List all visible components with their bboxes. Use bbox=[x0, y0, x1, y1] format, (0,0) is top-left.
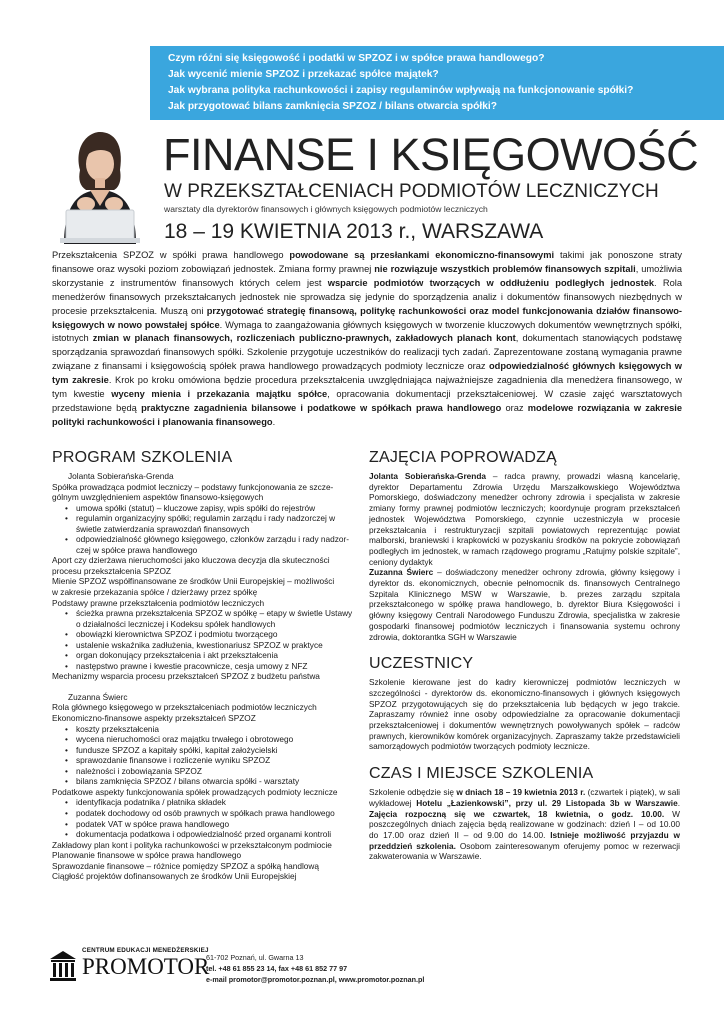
program-topic: Podstawy prawne przekształcenia podmiotów leczniczych bbox=[52, 597, 265, 608]
program-bullet: • obowiązki kierownictwa SPZOZ i podmiotu tworzącego bbox=[52, 629, 362, 640]
program-topic: procesu przekształcenia SPZOZ bbox=[52, 565, 171, 576]
program-bullet: • regulamin organizacyjny spółki; regulamin zarządu i rady nadzorczej w bbox=[52, 513, 362, 524]
program-bullet: • następstwo prawne i kwestie pracownicze, cesja umowy z NFZ bbox=[52, 661, 362, 672]
event-audience-note: warsztaty dla dyrektorów finansowych i głównych księgowych podmiotów leczniczych bbox=[164, 204, 488, 214]
footer-phone: tel. +48 61 855 23 14, fax +48 61 852 77 97 bbox=[206, 964, 348, 973]
program-heading: PROGRAM SZKOLENIA bbox=[52, 449, 233, 466]
body-text: Przekształcenia SPZOZ w spółki prawa handlowego bbox=[52, 250, 290, 260]
emphasis-text: Istnieje możliwość przyjazdu w przeddzień szkolenia. bbox=[369, 829, 680, 851]
program-topic: Spółka prowadząca podmiot leczniczy – podstawy funkcjonowania ze szcze- bbox=[52, 481, 334, 492]
spacer bbox=[52, 682, 362, 692]
program-topic: Aport czy dzierżawa nieruchomości jako kluczowa decyzja dla skuteczności bbox=[52, 555, 330, 566]
body-text: , opracowania dokumentacji przekształceniowej. W czasie zajęć warsztatowych przedstawione będą bbox=[52, 389, 682, 413]
program-topic: Ekonomiczno-finansowe aspekty przekształceń SPZOZ bbox=[52, 713, 256, 724]
event-date-location: 18 – 19 KWIETNIA 2013 r., WARSZAWA bbox=[164, 220, 544, 243]
body-text: (czwartek i piątek), w sali wykładowej bbox=[369, 787, 681, 808]
footer-email: e-mail promotor@promotor.poznan.pl, www.promotor.poznan.pl bbox=[206, 975, 425, 984]
program-bullet: • odpowiedzialność głównego księgowego, członków zarządu i rady nadzor- bbox=[52, 534, 362, 545]
program-topic: w zakresie przekazania spółce / dzierżawy przez spółkę bbox=[52, 587, 258, 598]
emphasis-text: praktyczne zagadnienia bilansowe i podatkowe w spółkach prawa handlowego bbox=[141, 402, 502, 413]
banner-question: Czym różni się księgowość i podatki w SPZOZ i w spółce prawa handlowego? bbox=[168, 53, 545, 64]
trainers-heading: ZAJĘCIA POPROWADZĄ bbox=[369, 449, 557, 466]
program-bullet: • organ dokonujący przekształcenia i akt przekształcenia bbox=[52, 650, 362, 661]
emphasis-text: Zajęcia rozpoczną się we czwartek, 18 kwietnia, o godz. 10.00. bbox=[369, 808, 665, 819]
emphasis-text: odpowiedzialność głównych księgowych w tym zakresie bbox=[52, 361, 683, 386]
program-column bbox=[52, 448, 362, 882]
logo-name: PROMOTOR bbox=[82, 954, 210, 979]
body-text: W poszczególnych dniach zajęcia będą realizowane w godzinach: dzień I – od 10.00 do 17.00 oraz dzień II – od 9.00 do 14.00. bbox=[369, 808, 681, 840]
program-bullet: • umowa spółki (statut) – kluczowe zapisy, wpis spółki do rejestrów bbox=[52, 503, 362, 514]
trainer-description: – radca prawny, prowadzi własną kancelarię, dyrektor Departamentu Zdrowia Urzędu Marszałkowskiego Województwa Pomorskiego, doświadczony menedżer ochrony zdrowia i specjalista w zakresie zmiany formy prawnej podmiotów leczniczych; koordynuje program przekształceń jednostek Województwa Pomorskiego, czynnie uczestniczyła w procesie przekształcania i restrukturyzacji szpitali powiatowych reprezentując powiat malborski, braniewski i krapkowicki w pozyskaniu środków na pokrycie zobowiązań podległych im jednostek, w ramach rządowego programu „Ratujmy polskie szpitale”, ceniony dydaktyk bbox=[369, 471, 680, 567]
program-topic: Ciągłość projektów dofinansowanych ze środków Unii Europejskiej bbox=[52, 871, 297, 882]
emphasis-text: zmian w planach finansowych, rozliczeniach publiczno-prawnych, zakładowych planach kont bbox=[92, 333, 516, 344]
footer-contact bbox=[206, 952, 424, 985]
body-text: Osobom zainteresowanym oferujemy pomoc w rezerwacji zakwaterowania w Warszawie. bbox=[369, 840, 680, 862]
program-bullet-cont: świetle zatwierdzania sprawozdań finansowych bbox=[76, 523, 250, 534]
banner-question: Jak wycenić mienie SPZOZ i przekazać spółce majątek? bbox=[168, 69, 439, 80]
program-topic: Mienie SPZOZ współfinansowane ze środków Unii Europejskiej – możliwości bbox=[52, 576, 335, 587]
program-bullet: • dokumentacja podatkowa i odpowiedzialność przed organami kontroli bbox=[52, 829, 362, 840]
banner-question: Jak przygotować bilans zamknięcia SPZOZ / bilans otwarcia spółki? bbox=[168, 101, 497, 112]
trainer-description: – doświadczony menedżer ochrony zdrowia, główny księgowy i dyrektor ds. ekonomicznych, obecnie pełnomocnik ds. finansowych Centralnego Szpitala Klinicznego MSW w Warszawie, b. prezes zarządu szpitala przekształconego w spółkę prawa handlowego, b. dyrektor Biura Księgowości i główny księgowy Centrali Narodowego Funduszu Zdrowia, specjalistka w zakresie gospodarki finansowej podmiotów leczniczych i finansowania systemu ochrony zdrowia, doktorantka SGH w Warszawie bbox=[369, 567, 680, 642]
building-icon bbox=[48, 949, 78, 983]
footer-address: 61-702 Poznań, ul. Gwarna 13 bbox=[206, 953, 304, 962]
program-bullet: • wycena nieruchomości oraz majątku trwałego i obrotowego bbox=[52, 734, 362, 745]
emphasis-text: nie rozwiązuje wszystkich problemów finansowych szpitali bbox=[374, 263, 636, 274]
body-text: Szkolenie odbędzie się bbox=[369, 787, 457, 798]
banner-question: Jak wybrana polityka rachunkowości i zapisy regulaminów wpływają na funkcjonowanie spółki? bbox=[168, 85, 634, 96]
program-topic: Zakładowy plan kont i polityka rachunkowości w przekształconym podmiocie bbox=[52, 839, 332, 850]
program-bullet: • koszty przekształcenia bbox=[52, 724, 362, 735]
body-text: . bbox=[272, 416, 276, 427]
venue-section bbox=[369, 764, 680, 862]
program-bullet: • ścieżka prawna przekształcenia SPZOZ w spółkę – etapy w świetle Ustawy bbox=[52, 608, 362, 619]
participants-heading: UCZESTNICY bbox=[369, 655, 474, 673]
logo-tagline: CENTRUM EDUKACJI MENEDŻERSKIEJ bbox=[82, 947, 209, 954]
trainer-name: Jolanta Sobierańska-Grenda bbox=[68, 471, 174, 481]
program-bullet: • bilans zamknięcia SPZOZ / bilans otwarcia spółki - warsztaty bbox=[52, 776, 362, 787]
emphasis-text: wsparcie podmiotów tworzących w oddłużeniu podległych jednostek bbox=[327, 277, 655, 288]
trainer-name: Zuzanna Świerc bbox=[68, 691, 128, 702]
emphasis-text: modelowe rozwiązania w zakresie polityki rachunkowości i planowania finansowego bbox=[52, 402, 682, 427]
program-list bbox=[52, 471, 362, 882]
program-bullet-cont: czej w spółce prawa handlowego bbox=[76, 544, 198, 555]
trainer-bio bbox=[369, 471, 680, 567]
program-bullet: • należności i zobowiązania SPZOZ bbox=[52, 766, 362, 777]
participants-text: Szkolenie kierowane jest do kadry kierowniczej podmiotów leczniczych w szczególności - dyrektorów ds. ekonomiczno-finansowych i głównych księgowych SPZOZ przygotowujących się do przekształcenia lub będących w jego trakcie. Zapraszamy również inne osoby odpowiedzialne za opracowanie dokumentacji przekształceniowej i dokumentów wewnętrznych powoływanych spółek – radców prawnych, kierowników komórek organizacyjnych. Zapraszamy także przedstawicieli samorządowych podmiotów tworzących podmioty lecznicze. bbox=[369, 677, 680, 752]
presenter-photo bbox=[56, 126, 140, 244]
body-text: . Wymaga to zaangażowania głównych księgowych w tworzenie kluczowych dokumentów wewnętrznych spółki, istotnych bbox=[52, 319, 682, 344]
body-text: . Krok po kroku omówiona będzie procedura przekształcenia uwzględniająca najważniejsze zagadnienia dla menedżera finansowego, w tym kwestie bbox=[52, 375, 682, 400]
trainers-text bbox=[369, 471, 680, 642]
program-bullet: • ustalenie wskaźnika zadłużenia, kwestionariusz SPZOZ w praktyce bbox=[52, 640, 362, 651]
trainer-bio bbox=[369, 567, 680, 642]
event-subtitle: W PRZEKSZTAŁCENIACH PODMIOTÓW LECZNICZYCH bbox=[164, 181, 659, 202]
program-topic: Rola głównego księgowego w przekształceniach podmiotów leczniczych bbox=[52, 702, 317, 713]
emphasis-text: Hotelu „Łazienkowski”, przy ul. 29 Listopada 3b w Warszawie bbox=[416, 797, 678, 808]
program-topic: Mechanizmy wsparcia procesu przekształceń SPZOZ z budżetu państwa bbox=[52, 671, 320, 682]
trainers-section bbox=[369, 448, 680, 642]
promotor-logo bbox=[48, 947, 210, 987]
body-text: . bbox=[677, 797, 680, 808]
program-bullet: • identyfikacja podatnika / płatnika składek bbox=[52, 797, 362, 808]
program-bullet: • podatek dochodowy od osób prawnych w spółkach prawa handlowego bbox=[52, 808, 362, 819]
body-text: , dokumentach stanowiących podstawę sporządzania sprawozdań finansowych spółki. Szkolenie przygotuje uczestników do realizacji tych zadań. Zaprezentowane zostaną wymagania prawne związane z finansami i księgowością spółek prawa handlowego prowadzących podmioty lecznicze oraz bbox=[52, 333, 682, 372]
banner-questions bbox=[168, 51, 633, 115]
body-text: oraz bbox=[501, 402, 528, 413]
venue-text bbox=[369, 787, 680, 862]
body-text: takimi jak ponoszone straty finansowe oraz wysoki poziom zobowiązań jednostek. Zmiana formy prawnej bbox=[52, 250, 683, 274]
program-topic: Sprawozdanie finansowe – różnice pomiędzy SPZOZ a spółką handlową bbox=[52, 860, 320, 871]
program-bullet: • podatek VAT w spółce prawa handlowego bbox=[52, 819, 362, 830]
program-bullet: • sprawozdanie finansowe i rozliczenie wyniku SPZOZ bbox=[52, 755, 362, 766]
event-title: FINANSE I KSIĘGOWOŚĆ bbox=[163, 129, 699, 180]
emphasis-text: w dniach 18 – 19 kwietnia 2013 r. bbox=[456, 787, 586, 798]
info-column bbox=[369, 448, 680, 874]
emphasis-text: powodowane są przesłankami ekonomiczno-finansowymi bbox=[289, 250, 555, 260]
body-text: , umożliwia skorzystanie z instrumentów finansowych których celem jest bbox=[52, 263, 683, 288]
header-banner bbox=[150, 46, 724, 120]
body-text: . Rola menedżerów finansowych przekształcanych jednostek nie sprowadza się jedynie do sporządzenia analiz i dokumentów finansowych niezbędnych w procesie przekształcenia. Muszą oni bbox=[52, 277, 683, 316]
emphasis-text: przygotować strategię finansową, politykę rachunkowości oraz model funkcjonowania działów finansowo-księgowych w nowo powstałej spółce bbox=[52, 305, 682, 330]
program-bullet: • fundusze SPZOZ a kapitały spółki, kapitał założycielski bbox=[52, 745, 362, 756]
program-topic: Podatkowe aspekty funkcjonowania spółek prowadzących podmioty lecznicze bbox=[52, 786, 338, 797]
participants-section bbox=[369, 654, 680, 752]
program-topic: Planowanie finansowe w spółce prawa handlowego bbox=[52, 850, 242, 861]
intro-paragraph bbox=[52, 249, 682, 430]
emphasis-text: wyceny mienia i przekazania majątku spółce bbox=[111, 389, 328, 400]
program-topic: gólnym uwzględnieniem aspektów finansowo-księgowych bbox=[52, 492, 264, 503]
program-bullet-cont: o działalności leczniczej i Kodeksu spółek handlowych bbox=[76, 618, 276, 629]
trainer-name: Jolanta Sobierańska-Grenda bbox=[369, 471, 487, 481]
trainer-name: Zuzanna Świerc bbox=[369, 567, 434, 578]
venue-heading: CZAS I MIEJSCE SZKOLENIA bbox=[369, 765, 594, 783]
